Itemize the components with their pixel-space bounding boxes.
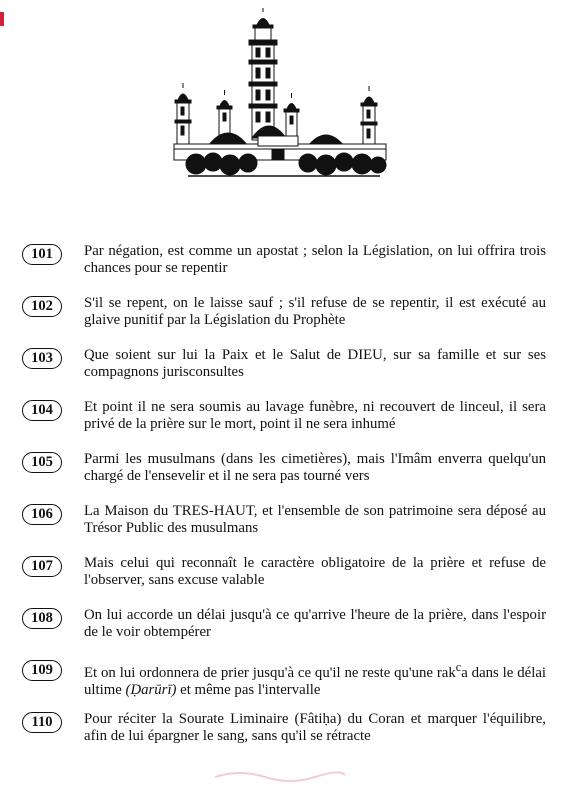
verse-text: S'il se repent, on le laisse sauf ; s'il refuse de se repentir, il est exécuté au glaive punitif par la Législation du Prophète (84, 295, 546, 328)
verse-text-part: Et on lui ordonnera de prier jusqu'à ce qu'il ne reste qu'une rak (84, 664, 456, 681)
verse-number-badge: 105 (22, 452, 62, 473)
verse-text: La Maison du TRES-HAUT, et l'ensemble de son patrimoine sera déposé au Trésor Public des musulmans (84, 503, 546, 536)
verse-text-part: a dans le délai ultime (84, 664, 546, 698)
verse-101 (22, 240, 547, 292)
verse-109 (22, 656, 547, 708)
verse-103 (22, 344, 547, 396)
verse-number-badge: 108 (22, 608, 62, 629)
verse-102 (22, 292, 547, 344)
verse-text: Pour réciter la Sourate Liminaire (Fâtiḥa) du Coran et marquer l'équilibre, afin de lui épargner le sang, sans qu'il se rétracte (84, 711, 546, 744)
verse-text: On lui accorde un délai jusqu'à ce qu'arrive l'heure de la prière, dans l'espoir de le voir obtempérer (84, 607, 546, 640)
verse-106 (22, 500, 547, 552)
mosque-illustration (168, 8, 394, 184)
verse-108 (22, 604, 547, 656)
verse-number-badge: 110 (22, 712, 62, 733)
verse-text (84, 659, 546, 699)
verse-text-superscript: c (455, 660, 462, 674)
verse-104 (22, 396, 547, 448)
verse-text-italic: (Ḍarūrī) (125, 681, 177, 698)
verse-text: Parmi les musulmans (dans les cimetières), mais l'Imâm enverra quelqu'un chargé de l'ensevelir et il ne sera pas tourné vers (84, 451, 546, 484)
verse-number-badge: 103 (22, 348, 62, 369)
verse-number-badge: 107 (22, 556, 62, 577)
verse-number-badge: 102 (22, 296, 62, 317)
verse-text: Par négation, est comme un apostat ; selon la Législation, on lui offrira trois chances pour se repentir (84, 243, 546, 276)
verse-text-part: et même pas l'intervalle (176, 681, 321, 698)
verse-text: Mais celui qui reconnaît le caractère obligatoire de la prière et refuse de l'observer, sans excuse valable (84, 555, 546, 588)
verse-text: Et point il ne sera soumis au lavage funèbre, ni recouvert de linceul, il sera privé de la prière sur le mort, point il ne sera inhumé (84, 399, 546, 432)
verse-number-badge: 104 (22, 400, 62, 421)
red-corner-mark (0, 12, 4, 26)
verse-107 (22, 552, 547, 604)
verse-110 (22, 708, 547, 760)
verse-105 (22, 448, 547, 500)
bleed-through-mark (210, 765, 350, 785)
verse-number-badge: 106 (22, 504, 62, 525)
verse-text: Que soient sur lui la Paix et le Salut de DIEU, sur sa famille et sur ses compagnons jurisconsultes (84, 347, 546, 380)
verse-number-badge: 101 (22, 244, 62, 265)
verse-list (22, 240, 547, 760)
verse-number-badge: 109 (22, 660, 62, 681)
